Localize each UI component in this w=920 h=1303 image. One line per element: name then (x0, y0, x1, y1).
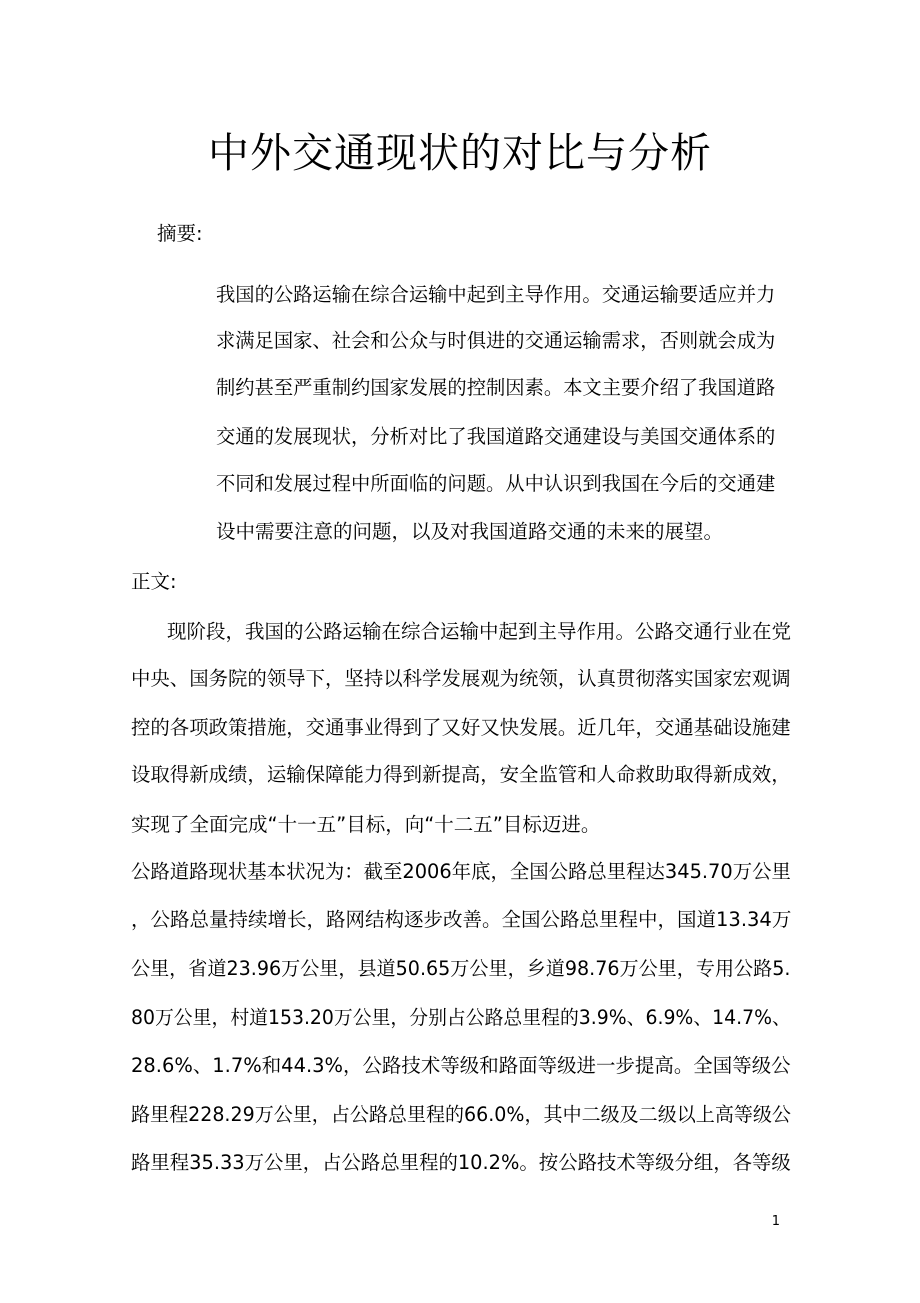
body-line: 中央、国务院的领导下，坚持以科学发展观为统领，认真贯彻落实国家宏观调 (131, 667, 791, 690)
body-line: 公里，省道23.96万公里，县道50.65万公里，乡道98.76万公里，专用公路5. (131, 957, 791, 980)
body-line: 路里程228.29万公里，占公路总里程的66.0%，其中二级及二级以上高等级公 (131, 1103, 791, 1126)
abstract-line: 我国的公路运输在综合运输中起到主导作用。交通运输要适应并力 (216, 283, 776, 306)
abstract-line: 不同和发展过程中所面临的问题。从中认识到我国在今后的交通建 (216, 472, 776, 495)
abstract-line: 设中需要注意的问题，以及对我国道路交通的未来的展望。 (216, 520, 724, 543)
body-label: 正文: (131, 570, 177, 593)
body-line: 80万公里，村道153.20万公里，分别占公路总里程的3.9%、6.9%、14.7%、 (131, 1006, 791, 1029)
page-number: 1 (771, 1214, 780, 1229)
body-line: 路里程35.33万公里，占公路总里程的10.2%。按公路技术等级分组，各等级 (131, 1151, 791, 1174)
abstract-line: 求满足国家、社会和公众与时俱进的交通运输需求，否则就会成为 (216, 329, 776, 352)
body-line: ，公路总量持续增长，路网结构逐步改善。全国公路总里程中，国道13.34万 (131, 908, 792, 931)
body-line: 设取得新成绩，运输保障能力得到新提高，安全监管和人命救助取得新成效， (131, 763, 791, 786)
body-line: 现阶段，我国的公路运输在综合运输中起到主导作用。公路交通行业在党 (167, 620, 792, 643)
abstract-line: 交通的发展现状，分析对比了我国道路交通建设与美国交通体系的 (216, 425, 776, 448)
body-line: 28.6%、1.7%和44.3%，公路技术等级和路面等级进一步提高。全国等级公 (131, 1054, 791, 1077)
body-line: 实现了全面完成“十一五”目标，向“十二五”目标迈进。 (131, 813, 601, 836)
abstract-line: 制约甚至严重制约国家发展的控制因素。本文主要介绍了我国道路 (216, 376, 776, 399)
abstract-label: 摘要: (157, 222, 203, 245)
body-line: 控的各项政策措施，交通事业得到了又好又快发展。近几年，交通基础设施建 (131, 716, 791, 739)
body-line: 公路道路现状基本状况为：截至2006年底，全国公路总里程达345.70万公里 (131, 860, 791, 883)
document-title: 中外交通现状的对比与分析 (208, 129, 712, 177)
